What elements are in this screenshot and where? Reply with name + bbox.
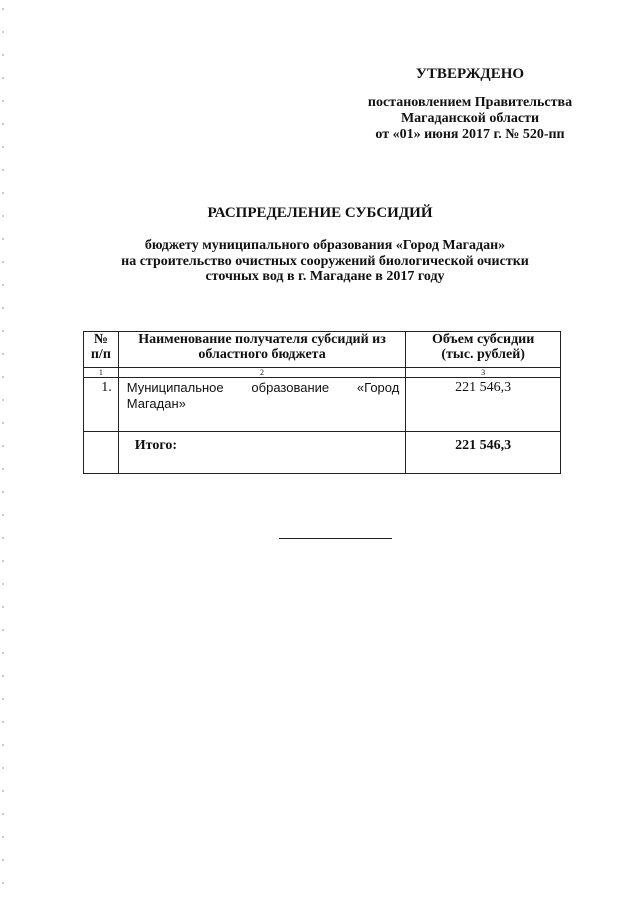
- scan-dot: [2, 353, 4, 355]
- document-title: РАСПРЕДЕЛЕНИЕ СУБСИДИЙ: [207, 205, 433, 221]
- scan-dot: [2, 652, 4, 654]
- scan-dot: [2, 537, 4, 539]
- row-number: 1.: [84, 378, 119, 432]
- header-recipient-line2: областного бюджета: [198, 347, 326, 362]
- scan-dot: [2, 491, 4, 493]
- approval-stamp: [350, 66, 590, 143]
- header-amount-line1: Объем субсидии: [432, 332, 535, 347]
- scan-dot: [2, 399, 4, 401]
- scan-dot: [2, 376, 4, 378]
- approval-line: постановлением Правительства: [367, 95, 573, 110]
- approval-heading: УТВЕРЖДЕНО: [415, 66, 525, 82]
- subtitle-line: бюджету муниципального образования «Город Магадан»: [144, 238, 506, 253]
- scan-dot: [2, 675, 4, 677]
- scan-dot: [2, 8, 4, 10]
- scan-dot: [2, 54, 4, 56]
- scan-dot: [2, 606, 4, 608]
- scan-dot: [2, 330, 4, 332]
- column-number: 2: [118, 368, 406, 378]
- approval-line: Магаданской области: [400, 111, 540, 126]
- header-number: [84, 332, 119, 368]
- scan-dot: [2, 77, 4, 79]
- closing-separator-line: [279, 538, 392, 539]
- scan-dot: [2, 169, 4, 171]
- scan-dot: [2, 100, 4, 102]
- scan-dot: [2, 790, 4, 792]
- header-number-line1: №: [93, 332, 108, 347]
- scan-dot: [2, 744, 4, 746]
- table-header-row: [84, 332, 561, 368]
- subsidy-table: [83, 331, 561, 474]
- scan-dot: [2, 146, 4, 148]
- subtitle-line: на строительство очистных сооружений биологической очистки: [121, 253, 529, 269]
- subsidy-amount: 221 546,3: [406, 378, 561, 432]
- scan-dot: [2, 698, 4, 700]
- scan-dot: [2, 307, 4, 309]
- subtitle-line: сточных вод в г. Магадане в 2017 году: [205, 269, 445, 284]
- recipient-name: Муниципальное образование «Город Магадан»: [118, 378, 406, 432]
- scan-dot: [2, 238, 4, 240]
- total-amount: 221 546,3: [406, 432, 561, 474]
- scan-dot: [2, 859, 4, 861]
- scan-dot: [2, 422, 4, 424]
- scan-dot: [2, 514, 4, 516]
- scan-dot: [2, 882, 4, 884]
- header-amount-line2: (тыс. рублей): [441, 347, 525, 362]
- scan-dot: [2, 192, 4, 194]
- column-number-row: [84, 368, 561, 378]
- scan-dot: [2, 284, 4, 286]
- scan-dot: [2, 445, 4, 447]
- column-number: 3: [406, 368, 561, 378]
- scan-dot: [2, 836, 4, 838]
- scan-dot: [2, 721, 4, 723]
- header-amount: [406, 332, 561, 368]
- header-recipient-line1: Наименование получателя субсидий из: [138, 332, 386, 347]
- header-number-line2: п/п: [90, 347, 111, 362]
- header-recipient: [118, 332, 406, 368]
- document-subtitle: [80, 238, 570, 285]
- total-empty-cell: [84, 432, 119, 474]
- total-row: [84, 432, 561, 474]
- scan-dot: [2, 31, 4, 33]
- scan-dot: [2, 767, 4, 769]
- column-number: 1: [84, 368, 119, 378]
- scan-dot: [2, 560, 4, 562]
- scan-edge-marks: [0, 0, 6, 905]
- total-label: Итого:: [118, 432, 406, 474]
- scan-dot: [2, 813, 4, 815]
- approval-line: от «01» июня 2017 г. № 520-пп: [375, 127, 565, 142]
- scan-dot: [2, 468, 4, 470]
- scan-dot: [2, 261, 4, 263]
- table-row: [84, 378, 561, 432]
- scan-dot: [2, 583, 4, 585]
- scan-dot: [2, 629, 4, 631]
- scan-dot: [2, 123, 4, 125]
